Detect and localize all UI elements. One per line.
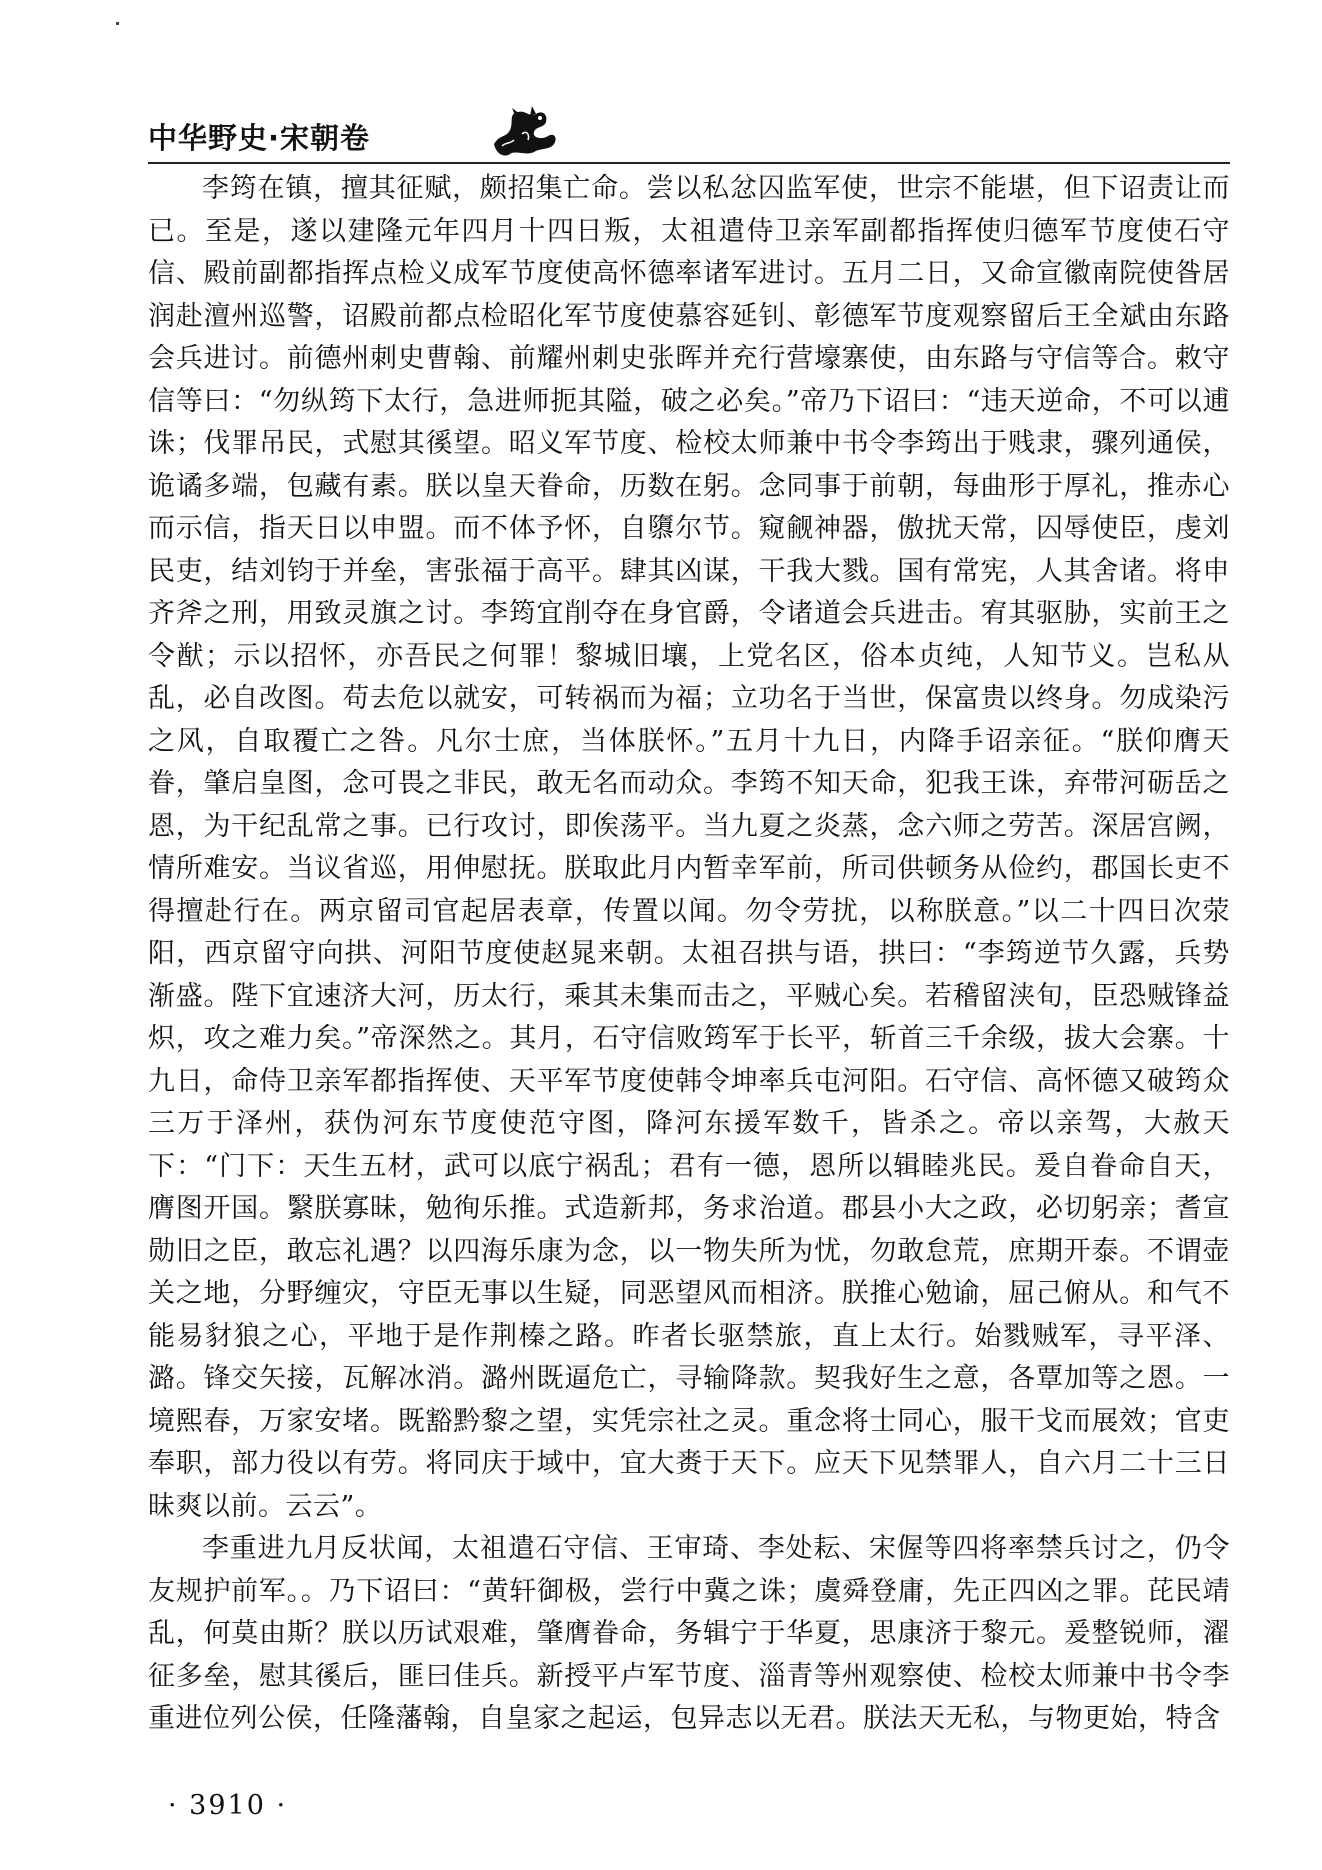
paragraph: 李筠在镇，擅其征赋，颇招集亡命。尝以私忿囚监军使，世宗不能堪，但下诏责让而已。至是，遂以建隆元年四月十四日叛，太祖遣侍卫亲军副都指挥使归德军节度使石守信、殿前副都指挥点检义成军节度使高怀德率诸军进讨。五月二日，又命宣徽南院使昝居润赴澶州巡警，诏殿前都点检昭化军节度使慕容延钊、彰德军节度观察留后王全斌由东路会兵进讨。前德州刺史曹翰、前耀州刺史张晖并充行营壕寨使，由东路与守信等合。敕守信等曰：“勿纵筠下太行，急进师扼其隘，破之必矣。”帝乃下诏曰：“违天逆命，不可以逋诛；伐罪吊民，式慰其徯望。昭义军节度、检校太师兼中书令李筠出于贱隶，骤列通侯，诡谲多端，包藏有素。朕以皇天眷命，历数在躬。念同事于前朝，每曲形于厚礼，推赤心而示信，指天日以申盟。而不体予怀，自隳尔节。窥觎神器，傲扰天常，囚辱使臣，虔刘民吏，结刘钧于并垒，害张福于高平。肆其凶谋，干我大戮。国有常宪，人其舍诸。将申齐斧之刑，用致灵旗之讨。李筠宜削夺在身官爵，令诸道会兵进击。宥其驱胁，实前王之令猷；示以招怀，亦吾民之何罪！黎城旧壤，上党名区，俗本贞纯，人知节义。岂私从乱，必自改图。苟去危以就安，可转祸而为福；立功名于当世，保富贵以终身。勿成染污之风，自取覆亡之咎。凡尔士庶，当体朕怀。”五月十九日，内降手诏亲征。“朕仰膺天眷，肇启皇图，念可畏之非民，敢无名而动众。李筠不知天命，犯我王诛，弃带河砺岳之恩，为干纪乱常之事。已行攻讨，即俟荡平。当九夏之炎蒸，念六师之劳苦。深居宫阙，情所难安。当议省巡，用伸慰抚。朕取此月内暂幸军前，所司供顿务从俭约，郡国长吏不得擅赴行在。两京留司官起居表章，传置以闻。勿令劳扰，以称朕意。”以二十四日次荥阳，西京留守向拱、河阳节度使赵晁来朝。太祖召拱与语，拱曰：“李筠逆节久露，兵势渐盛。陛下宜速济大河，历太行，乘其未集而击之，平贼心矣。若稽留浃旬，臣恐贼锋益炽，攻之难力矣。”帝深然之。其月，石守信败筠军于长平，斩首三千余级，拔大会寨。十九日，命侍卫亲军都指挥使、天平军节度使韩令坤率兵屯河阳。石守信、高怀德又破筠众三万于泽州，获伪河东节度使范守图，降河东援军数千，皆杀之。帝以亲驾，大赦天下：“门下：天生五材，武可以底宁祸乱；君有一德，恩所以辑睦兆民。爰自眷命自天，膺图开国。繄朕寡昧，勉徇乐推。式造新邦，务求治道。郡县小大之政，必切躬亲；耆宣勋旧之臣，敢忘礼遇？以四海乐康为念，以一物失所为忧，勿敢怠荒，庶期开泰。不谓壶关之地，分野缠灾，守臣无事以生疑，同恶望风而相济。朕推心勉谕，屈己俯从。和气不能易豺狼之心，平地于是作荆榛之路。昨者长驱禁旅，直上太行。始戮贼军，寻平泽、潞。锋交矢接，瓦解冰消。潞州既逼危亡，寻输降款。契我好生之意，各覃加等之恩。一境熙春，万家安堵。既豁黔黎之望，实凭宗社之灵。重念将士同心，服干戈而展效；官吏奉职，部力役以有劳。将同庆于域中，宜大赉于天下。应天下见禁罪人，自六月二十三日昧爽以前。云云”。 <box>148 173 1230 1522</box>
book-title: 中华野史·宋朝卷 <box>148 121 371 155</box>
paragraph: 李重进九月反状闻，太祖遣石守信、王审琦、李处耘、宋偓等四将率禁兵讨之，仍令友规护前军。。乃下诏曰：“黄轩御极，尝行中冀之诛；虞舜登庸，先正四凶之罪。芘民靖乱，何莫由斯？朕以历试艰难，肇膺眷命，务辑宁于华夏，思康济于黎元。爰整锐师，濯征多垒，慰其徯后，匪曰佳兵。新授平卢军节度、淄青等州观察使、检校太师兼中书令李重进位列公侯，任隆藩翰，自皇家之起运，包异志以无君。朕法天无私，与物更始，特含 <box>148 1533 1230 1734</box>
page-number: · 3910 · <box>168 1790 288 1821</box>
header-rule <box>148 162 1230 164</box>
dragon-emblem-icon <box>486 104 562 158</box>
running-header <box>148 104 1230 162</box>
body-text <box>148 168 1230 1741</box>
scan-mark <box>116 22 119 25</box>
